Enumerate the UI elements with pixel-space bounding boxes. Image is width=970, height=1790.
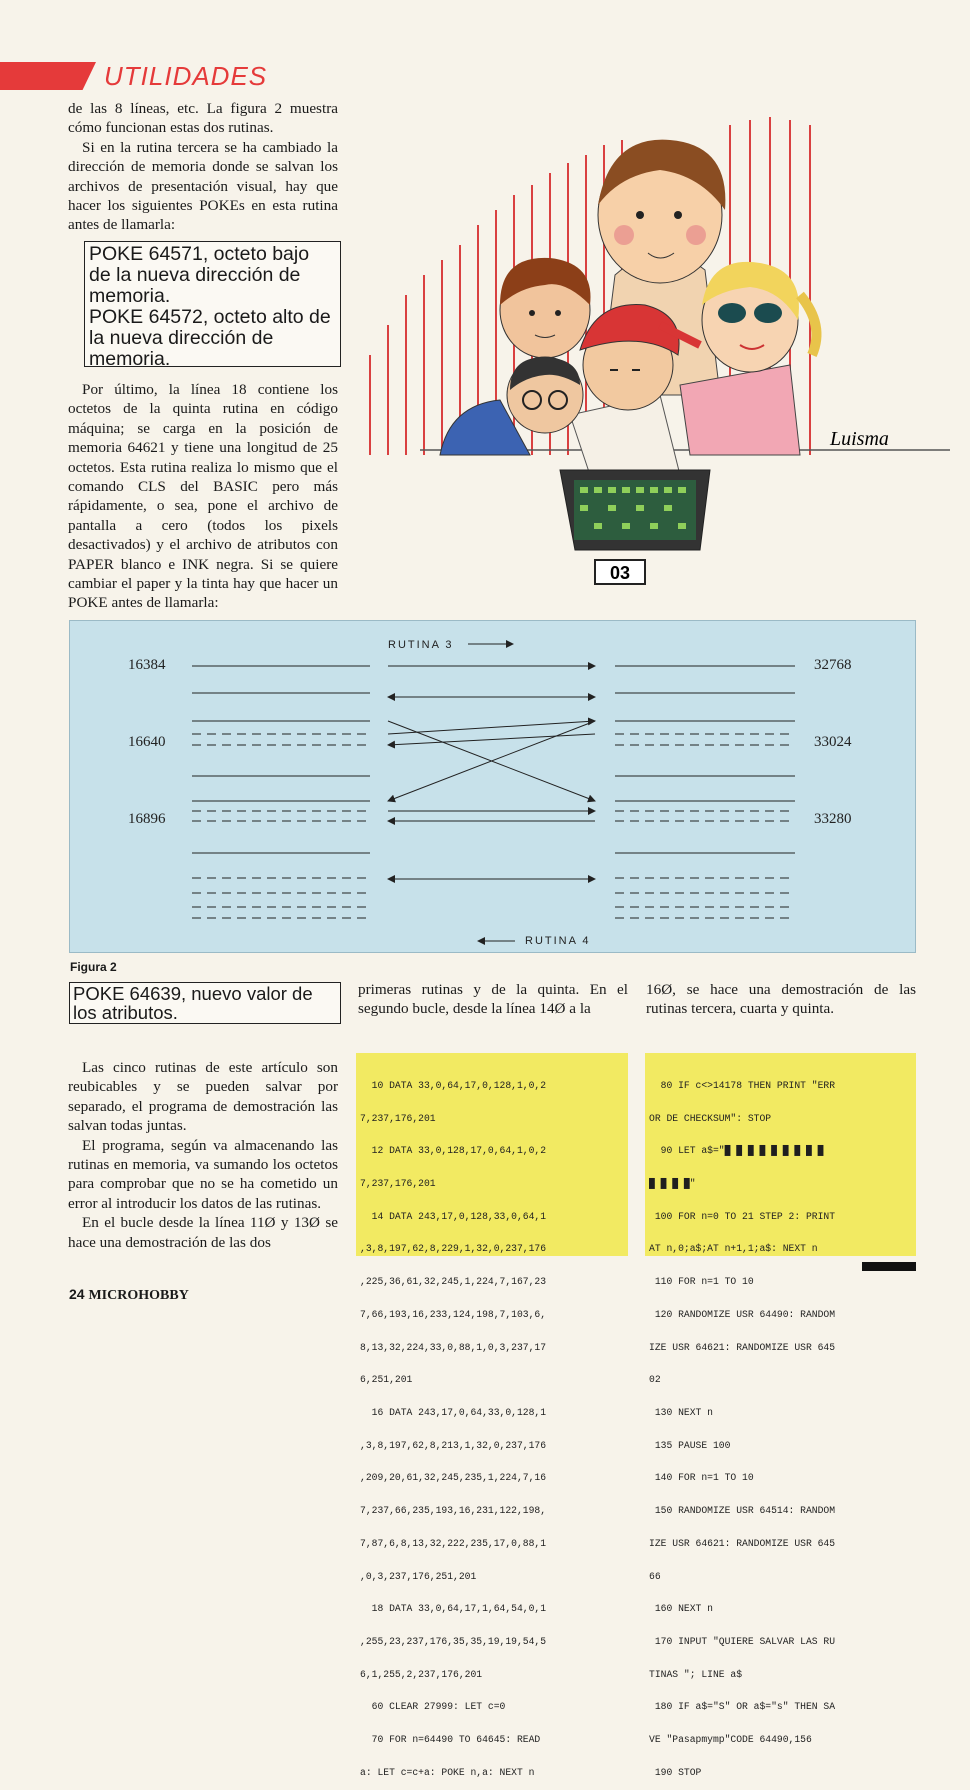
- computer-keyboard: [560, 470, 710, 584]
- rutina-5-paragraph: Por último, la línea 18 contiene los octetos de la quinta rutina en código máquina; se carga en la posición de memoria 64621 y tiene una longitud de 25 octetos. Esta rutina realiza lo mismo que el comando CLS del BASIC pero más rápidamente, o sea, pone el archivo de pantalla a cero (todos los pixels desactivados) y el archivo de atributos con PAPER blanco e INK negra. Si se quiere cambiar el paper y la tinta hay que hacer un POKE antes de llamarla:: [68, 381, 338, 612]
- poke-line-low: POKE 64571, octeto bajo de la nueva dirección de memoria.: [89, 243, 310, 307]
- listing-1-line: ,3,8,197,62,8,229,1,32,0,237,176: [360, 1243, 547, 1255]
- basic-listing-2: [645, 1053, 916, 1778]
- listing-1-line: 14 DATA 243,17,0,128,33,0,64,1: [360, 1210, 547, 1222]
- listing-2-line: 150 RANDOMIZE USR 64514: RANDOM: [649, 1505, 836, 1517]
- listing-2-line: 140 FOR n=1 TO 10: [649, 1472, 754, 1484]
- listing-1-line: ,0,3,237,176,251,201: [360, 1570, 477, 1582]
- address-16640: 16640: [128, 734, 166, 750]
- listing-1-line: 16 DATA 243,17,0,64,33,0,128,1: [360, 1407, 547, 1418]
- listing-2-line: 180 IF a$="S" OR a$="s" THEN SA: [649, 1701, 836, 1713]
- figure-2-panel: [69, 620, 916, 953]
- listing-1-line: 7,66,193,16,233,124,198,7,103,6,: [360, 1308, 547, 1320]
- mid-text-col3: [646, 980, 916, 1019]
- listing-1-line: 7,237,176,201: [360, 1112, 436, 1124]
- listing-1-line: 6,1,255,2,237,176,201: [360, 1668, 483, 1680]
- poke-box-attributes: [69, 982, 341, 1024]
- listing-1-line: 10 DATA 33,0,64,17,0,128,1,0,2: [360, 1079, 547, 1091]
- address-33024: 33024: [814, 734, 852, 750]
- listing-1-line: 7,237,176,201: [360, 1177, 436, 1189]
- listing-2-line: 170 INPUT "QUIERE SALVAR LAS RU: [649, 1636, 836, 1648]
- listing-2-line: 100 FOR n=0 TO 21 STEP 2: PRINT: [649, 1210, 836, 1222]
- section-title: UTILIDADES: [104, 61, 268, 91]
- basic-listing-1: [356, 1053, 628, 1778]
- figure-2-diagram: [70, 621, 917, 954]
- listing-2-line: 80 IF c<>14178 THEN PRINT "ERR: [649, 1079, 836, 1091]
- listing-2-line: OR DE CHECKSUM": STOP: [649, 1112, 772, 1124]
- bottom-text: [68, 1058, 338, 1252]
- address-16384: 16384: [128, 657, 166, 673]
- mid-paragraph-col2: primeras rutinas y de la quinta. En el segundo bucle, desde la línea 14Ø a la: [358, 981, 628, 1018]
- bottom-paragraph-1: Las cinco rutinas de este artículo son reubicables y se pueden salvar por separado, el programa de demostración las salvan todas juntas.: [68, 1059, 338, 1135]
- address-16896: 16896: [128, 811, 166, 827]
- listing-2-line: 135 PAUSE 100: [649, 1439, 731, 1451]
- section-accent-bar: [0, 62, 96, 90]
- artist-signature: Luisma: [830, 428, 889, 450]
- listing-2-line: TINAS "; LINE a$: [649, 1668, 743, 1680]
- listing-1-line: 6,251,201: [360, 1374, 413, 1386]
- poke-line-high: POKE 64572, octeto alto de la nueva dirección de memoria.: [89, 306, 331, 370]
- figure-caption: Figura 2: [70, 960, 117, 974]
- listing-2-line: 110 FOR n=1 TO 10: [649, 1276, 754, 1288]
- listing-2-line: 190 STOP: [649, 1766, 702, 1778]
- listing-1-line: 60 CLEAR 27999: LET c=0: [360, 1701, 506, 1713]
- bottom-paragraph-2: El programa, según va almacenando las rutinas en memoria, va sumando los octetos para comprobar que no se ha cometido un error al introducir los datos de las rutinas.: [68, 1136, 338, 1212]
- glasses-boy-figure: [440, 357, 583, 455]
- address-32768: 32768: [814, 657, 852, 673]
- intro-paragraph-1: de las 8 líneas, etc. La figura 2 muestra cómo funcionan estas dos rutinas.: [68, 100, 338, 137]
- magazine-name: MICROHOBBY: [88, 1288, 189, 1303]
- listing-1-line: 7,237,66,235,193,16,231,122,198,: [360, 1505, 547, 1517]
- poke-attributes-line: POKE 64639, nuevo valor de los atributos.: [73, 983, 313, 1023]
- listing-2-line: 90 LET a$="█ █ █ █ █ █ █ █ █: [649, 1145, 824, 1157]
- rutina-3-label: RUTINA 3: [388, 639, 454, 651]
- listing-1-line: 70 FOR n=64490 TO 64645: READ: [360, 1734, 541, 1746]
- intro-paragraph-2: Si en la rutina tercera se ha cambiado la dirección de memoria donde se salvan los archivos de presentación visual, hay que hacer los siguientes POKEs en esta rutina antes de llamarla:: [68, 138, 338, 234]
- listing-2-line: AT n,0;a$;AT n+1,1;a$: NEXT n: [649, 1243, 818, 1255]
- end-mark: [862, 1262, 916, 1271]
- listing-2-line: 02: [649, 1374, 661, 1386]
- children-computer-illustration: [360, 95, 960, 605]
- page-number: 24: [69, 1286, 85, 1302]
- page-footer: [69, 1286, 189, 1304]
- listing-1-line: ,3,8,197,62,8,213,1,32,0,237,176: [360, 1439, 547, 1451]
- listing-1-line: 7,87,6,8,13,32,222,235,17,0,88,1: [360, 1537, 547, 1549]
- listing-1-line: a: LET c=c+a: POKE n,a: NEXT n: [360, 1766, 535, 1778]
- listing-2-line: VE "Pasapmymp"CODE 64490,156: [649, 1734, 812, 1746]
- listing-1-line: ,255,23,237,176,35,35,19,19,54,5: [360, 1636, 547, 1648]
- intro-text: [68, 99, 338, 235]
- listing-2-line: 120 RANDOMIZE USR 64490: RANDOM: [649, 1308, 836, 1320]
- listing-1-line: 18 DATA 33,0,64,17,1,64,54,0,1: [360, 1603, 547, 1615]
- listing-2-line: IZE USR 64621: RANDOMIZE USR 645: [649, 1537, 836, 1549]
- rutina-5-text: [68, 380, 338, 613]
- mid-paragraph-col3: 16Ø, se hace una demostración de las rutinas tercera, cuarta y quinta.: [646, 981, 916, 1018]
- listing-1-line: 8,13,32,224,33,0,88,1,0,3,237,17: [360, 1341, 547, 1353]
- listing-2-line: 66: [649, 1570, 661, 1582]
- listing-1-line: 12 DATA 33,0,128,17,0,64,1,0,2: [360, 1145, 547, 1157]
- listing-2-line: 130 NEXT n: [649, 1407, 713, 1418]
- keyboard-label: 03: [609, 563, 631, 583]
- listing-1-line: ,209,20,61,32,245,235,1,224,7,16: [360, 1472, 547, 1484]
- listing-2-line: IZE USR 64621: RANDOMIZE USR 645: [649, 1341, 836, 1353]
- listing-1-line: ,225,36,61,32,245,1,224,7,167,23: [360, 1276, 547, 1288]
- freckled-boy-figure: [500, 258, 591, 358]
- rutina-4-label: RUTINA 4: [525, 935, 591, 947]
- address-33280: 33280: [814, 811, 852, 827]
- listing-2-line: █ █ █ █": [649, 1177, 696, 1189]
- bottom-paragraph-3: En el bucle desde la línea 11Ø y 13Ø se hace una demostración de las dos: [68, 1214, 338, 1251]
- mid-text-col2: [358, 980, 628, 1019]
- poke-box-address: [84, 241, 341, 370]
- listing-2-line: 160 NEXT n: [649, 1603, 713, 1615]
